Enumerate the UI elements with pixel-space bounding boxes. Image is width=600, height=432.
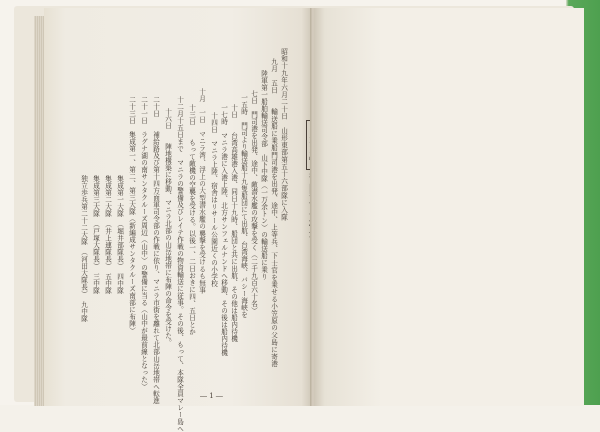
text-column: 二十三日 集成第一、第二、第三大隊（新編成サンタクルーズ南部に布陣） (127, 96, 136, 334)
text-column: 十日 台湾高雄港入港、同日十九時、船団と共に出航、その他は船内待機 (229, 104, 238, 342)
text-column: 十二月十五日まで マニラの警備及びレイテ作戦の物資輸送に従事。その後、もって、本隊全員マレー島へ (175, 96, 184, 432)
text-column: 集成第二大隊 （井上連隊長） 五中隊 (103, 140, 112, 295)
text-column: 二十一日 ラグナ湖の南サンタクルーズ周辺（山中）の警備に当る（山中が最前線となった） (139, 96, 148, 390)
text-column: 七日 門司港を出発、途中、敵潜水艦の攻撃を受く（二千九百六十名） (249, 90, 258, 314)
text-column: 一五時 門司より輸送船十九隻船団にて出航、台湾海峡、バシー海峡を (239, 94, 248, 318)
text-column: 二十日 補給路及び第十四方面軍司令部の作戦に依り、マニラ市街を離れて北部山岳地帯へ転進 (151, 96, 160, 404)
page-number: ― 1 ― (200, 392, 223, 400)
text-column: 集成第三大隊 （戸塚大隊長） 三中隊 (91, 140, 100, 295)
text-column: 独立歩兵第二十二大隊 （河田大隊長） 九中隊 (79, 140, 88, 323)
text-column: 昭和十九年六月二十日 山形東部第五十六部隊に入隊 (279, 48, 288, 221)
text-column: 集成第一大隊 （堀井部隊長） 四中隊 (115, 140, 124, 295)
text-column: 十三日 もって敵機の空襲を受ける。以後一、二日おきに四、五日とか (187, 104, 196, 335)
text-column: 一七時 マニラ港に入港上陸、北方サンフェルナンドへ移動、その後は船内待機 (219, 104, 228, 356)
right-page-blank (314, 8, 584, 406)
left-page (44, 8, 312, 432)
text-column: 十月 一日 マニラ湾、浮上の大型潜水艦の襲撃を受けるも無事 (197, 88, 206, 294)
open-book (14, 6, 574, 432)
text-column: 陸軍第一船舶輸送司令部 山下中隊（一万余トン）の輸送船に乗り (259, 70, 268, 280)
text-column: 十四日 マニラ上陸、宿舎はリサール公園近くの小学校 (209, 112, 218, 287)
text-column: 十六日 陣地構築に移動、マニラ北部の山岳地帯に布陣の命令を受けた。 (163, 108, 172, 346)
text-column: 九月 五日 輸送船に乗船門司港を出発、途中、上等兵、下士官を乗せる小笠原の父島に寄港 (269, 58, 278, 368)
